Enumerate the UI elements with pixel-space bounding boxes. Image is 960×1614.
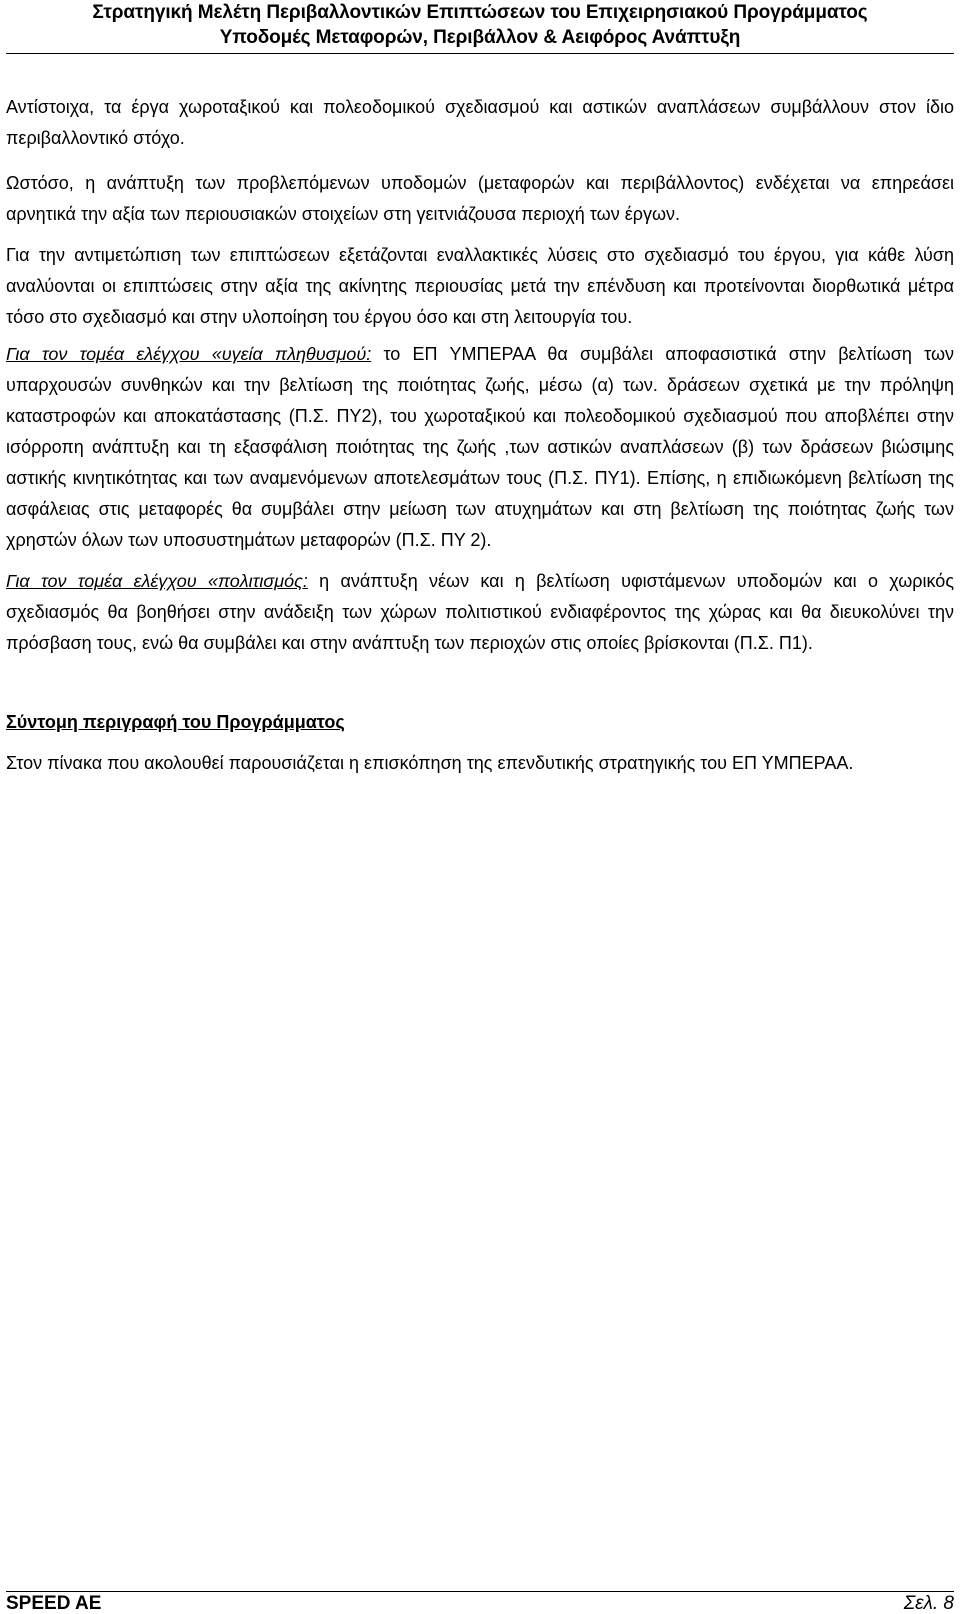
header-title-line1: Στρατηγική Μελέτη Περιβαλλοντικών Επιπτώσεων του Επιχειρησιακού Προγράμματος bbox=[92, 2, 868, 23]
paragraph-public-health bbox=[6, 339, 954, 556]
paragraph-public-health-text: το ΕΠ ΥΜΠΕΡΑΑ θα συμβάλει αποφασιστικά στην βελτίωση των υπαρχουσών συνθηκών και την βελτίωση της ποιότητας ζωής, μέσω (α) των. δράσεων σχετικά με την πρόληψη καταστροφών και αποκατάστασης (Π.Σ. ΠΥ2), του χωροταξικού και πολεοδομικού σχεδιασμού που αποβλέπει στην ισόρροπη ανάπτυξη και τη εξασφάλιση ποιότητας της ζωής ,των αστικών αναπλάσεων (β) των δράσεων βιώσιμης αστικής κινητικότητας και των αναμενόμενων αποτελεσμάτων τους (Π.Σ. ΠΥ1). Επίσης, η επιδιωκόμενη βελτίωση της ασφάλειας στις μεταφορές θα συμβάλει στην μείωση των ατυχημάτων και στη βελτίωση της ποιότητας ζωής των χρηστών όλων των υποσυστημάτων μεταφορών (Π.Σ. ΠΥ 2). bbox=[6, 344, 954, 550]
document-body bbox=[6, 92, 954, 789]
header-title-line2: Υποδομές Μεταφορών, Περιβάλλον & Αειφόρος Ανάπτυξη bbox=[219, 27, 741, 48]
paragraph-mitigation: Για την αντιμετώπιση των επιπτώσεων εξετάζονται εναλλακτικές λύσεις στο σχεδιασμό του έργου, για κάθε λύση αναλύονται οι επιπτώσεις στην αξία της ακίνητης περιουσίας μετά την επένδυση και προτείνονται διορθωτικά μέτρα τόσο στο σχεδιασμό και στην υλοποίηση του έργου όσο και στη λειτουργία του. bbox=[6, 245, 954, 327]
footer-company: SPEED AE bbox=[6, 1593, 102, 1614]
page-header bbox=[0, 0, 960, 50]
paragraph-property-impact: Ωστόσο, η ανάπτυξη των προβλεπόμενων υποδομών (μεταφορών και περιβάλλοντος) ενδέχεται να επηρεάσει αρνητικά την αξία των περιουσιακών στοιχείων στη γειτνιάζουσα περιοχή των έργων. bbox=[6, 173, 954, 224]
sector-label-health: Για τον τομέα ελέγχου «υγεία πληθυσμού: bbox=[6, 344, 372, 364]
paragraph-culture bbox=[6, 566, 954, 659]
paragraph-overview: Στον πίνακα που ακολουθεί παρουσιάζεται η επισκόπηση της επενδυτικής στρατηγικής του ΕΠ ΥΜΠΕΡΑΑ. bbox=[6, 753, 854, 773]
footer-divider bbox=[6, 1591, 954, 1592]
paragraph-culture-text: η ανάπτυξη νέων και η βελτίωση υφιστάμενων υποδομών και ο χωρικός σχεδιασμός θα βοηθήσει στην ανάδειξη των χώρων πολιτιστικού ενδιαφέροντος της χώρας και θα διευκολύνει την πρόσβαση τους, ενώ θα συμβάλει και στην ανάπτυξη των περιοχών στις οποίες βρίσκονται (Π.Σ. Π1). bbox=[6, 571, 954, 653]
paragraph-urban-planning: Αντίστοιχα, τα έργα χωροταξικού και πολεοδομικού σχεδιασμού και αστικών αναπλάσεων συμβάλλουν στον ίδιο περιβαλλοντικό στόχο. bbox=[6, 97, 954, 148]
sector-label-culture: Για τον τομέα ελέγχου «πολιτισμός: bbox=[6, 571, 308, 591]
page-number: Σελ. 8 bbox=[903, 1593, 954, 1614]
header-divider bbox=[6, 53, 954, 54]
section-title: Σύντομη περιγραφή του Προγράμματος bbox=[6, 712, 345, 732]
